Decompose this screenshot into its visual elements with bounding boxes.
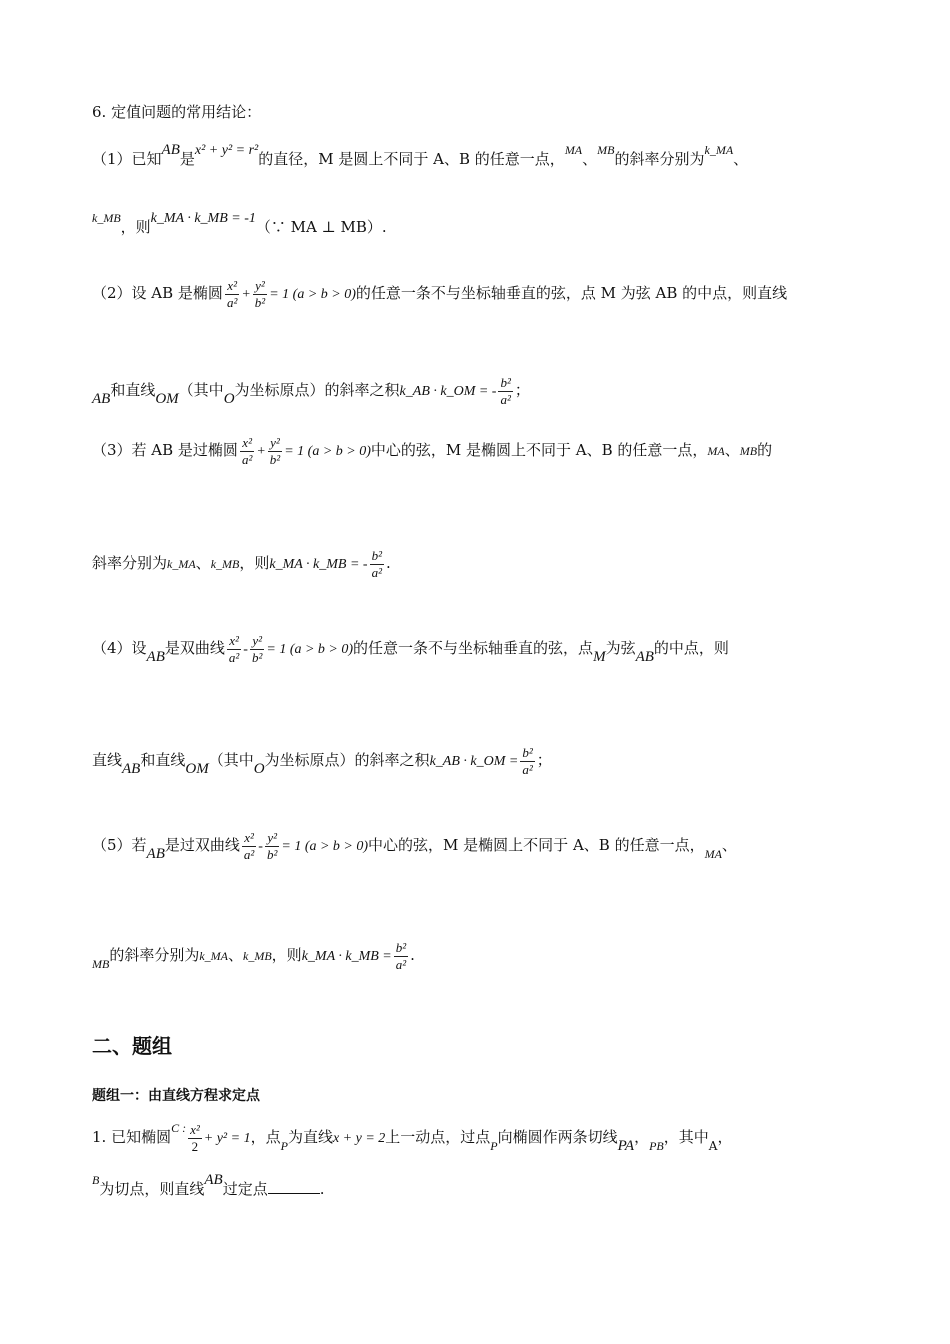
section-2-title: 二、题组: [92, 1034, 172, 1058]
item-1-line-2: $^{k\_MB}$，则k_MA · k_MB = -1（∵ MA ⊥ MB）.: [92, 211, 387, 236]
item-5-line-1: （5）若AB是过双曲线 $\frac{\text{x²}}{\text{a²}}$ - $\frac{\text{y²}}{\text{b²}}$ = 1 (a > b > 0)中心的弦，M 是椭圆上不同于 A、B 的任意一点，$_{MA}$、: [92, 830, 737, 863]
item-2-line-2: AB和直线OM（其中O为坐标原点）的斜率之积k_AB · k_OM = - $\frac{\text{b²}}{\text{a²}}$ ；: [92, 375, 530, 408]
question-1-line-1: 1. 已知椭圆$^{C :}$ $\frac{\text{x²}}{2}$ + y² = 1，点$_P$为直线x + y = 2上一动点，过点$_P$向椭圆作两条切线PA，$_{PB}$，其中$_A$，: [92, 1121, 733, 1155]
item-5-line-2: $_{MB}$的斜率分别为k_MA、k_MB，则k_MA · k_MB = $\frac{\text{b²}}{\text{a²}}$ .: [92, 940, 415, 972]
group-1-title: 题组一：由直线方程求定点: [92, 1088, 260, 1104]
heading-6: 6. 定值问题的常用结论：: [92, 103, 262, 121]
question-1-line-2: $^B$为切点，则直线AB过定点 .: [92, 1172, 325, 1198]
answer-blank[interactable]: [268, 1181, 320, 1194]
item-4-line-2: 直线AB和直线OM（其中O为坐标原点）的斜率之积k_AB · k_OM = $\frac{\text{b²}}{\text{a²}}$ ；: [92, 745, 552, 778]
item-2-line-1: （2）设 AB 是椭圆 $\frac{\text{x²}}{\text{a²}}$ + $\frac{\text{y²}}{\text{b²}}$ = 1 (a > b > 0)的任意一条不与坐标轴垂直的弦，点 M 为弦 AB 的中点，则直线: [92, 278, 788, 310]
item-3-line-1: （3）若 AB 是过椭圆 $\frac{\text{x²}}{\text{a²}}$ + $\frac{\text{y²}}{\text{b²}}$ = 1 (a > b > 0)中心的弦，M 是椭圆上不同于 A、B 的任意一点，MA、MB的: [92, 435, 773, 467]
item-4-line-1: （4）设AB是双曲线 $\frac{\text{x²}}{\text{a²}}$ - $\frac{\text{y²}}{\text{b²}}$ = 1 (a > b > 0)的任意一条不与坐标轴垂直的弦，点M为弦AB的中点，则: [92, 633, 729, 666]
item-1-line-1: （1）已知AB是x² + y² = r²的直径，M 是圆上不同于 A、B 的任意一点，$^{MA}$、$^{MB}$的斜率分别为$^{k\_MA}$、: [92, 142, 749, 168]
item-3-line-2: 斜率分别为k_MA、k_MB，则k_MA · k_MB = - $\frac{\text{b²}}{\text{a²}}$ .: [92, 548, 391, 580]
